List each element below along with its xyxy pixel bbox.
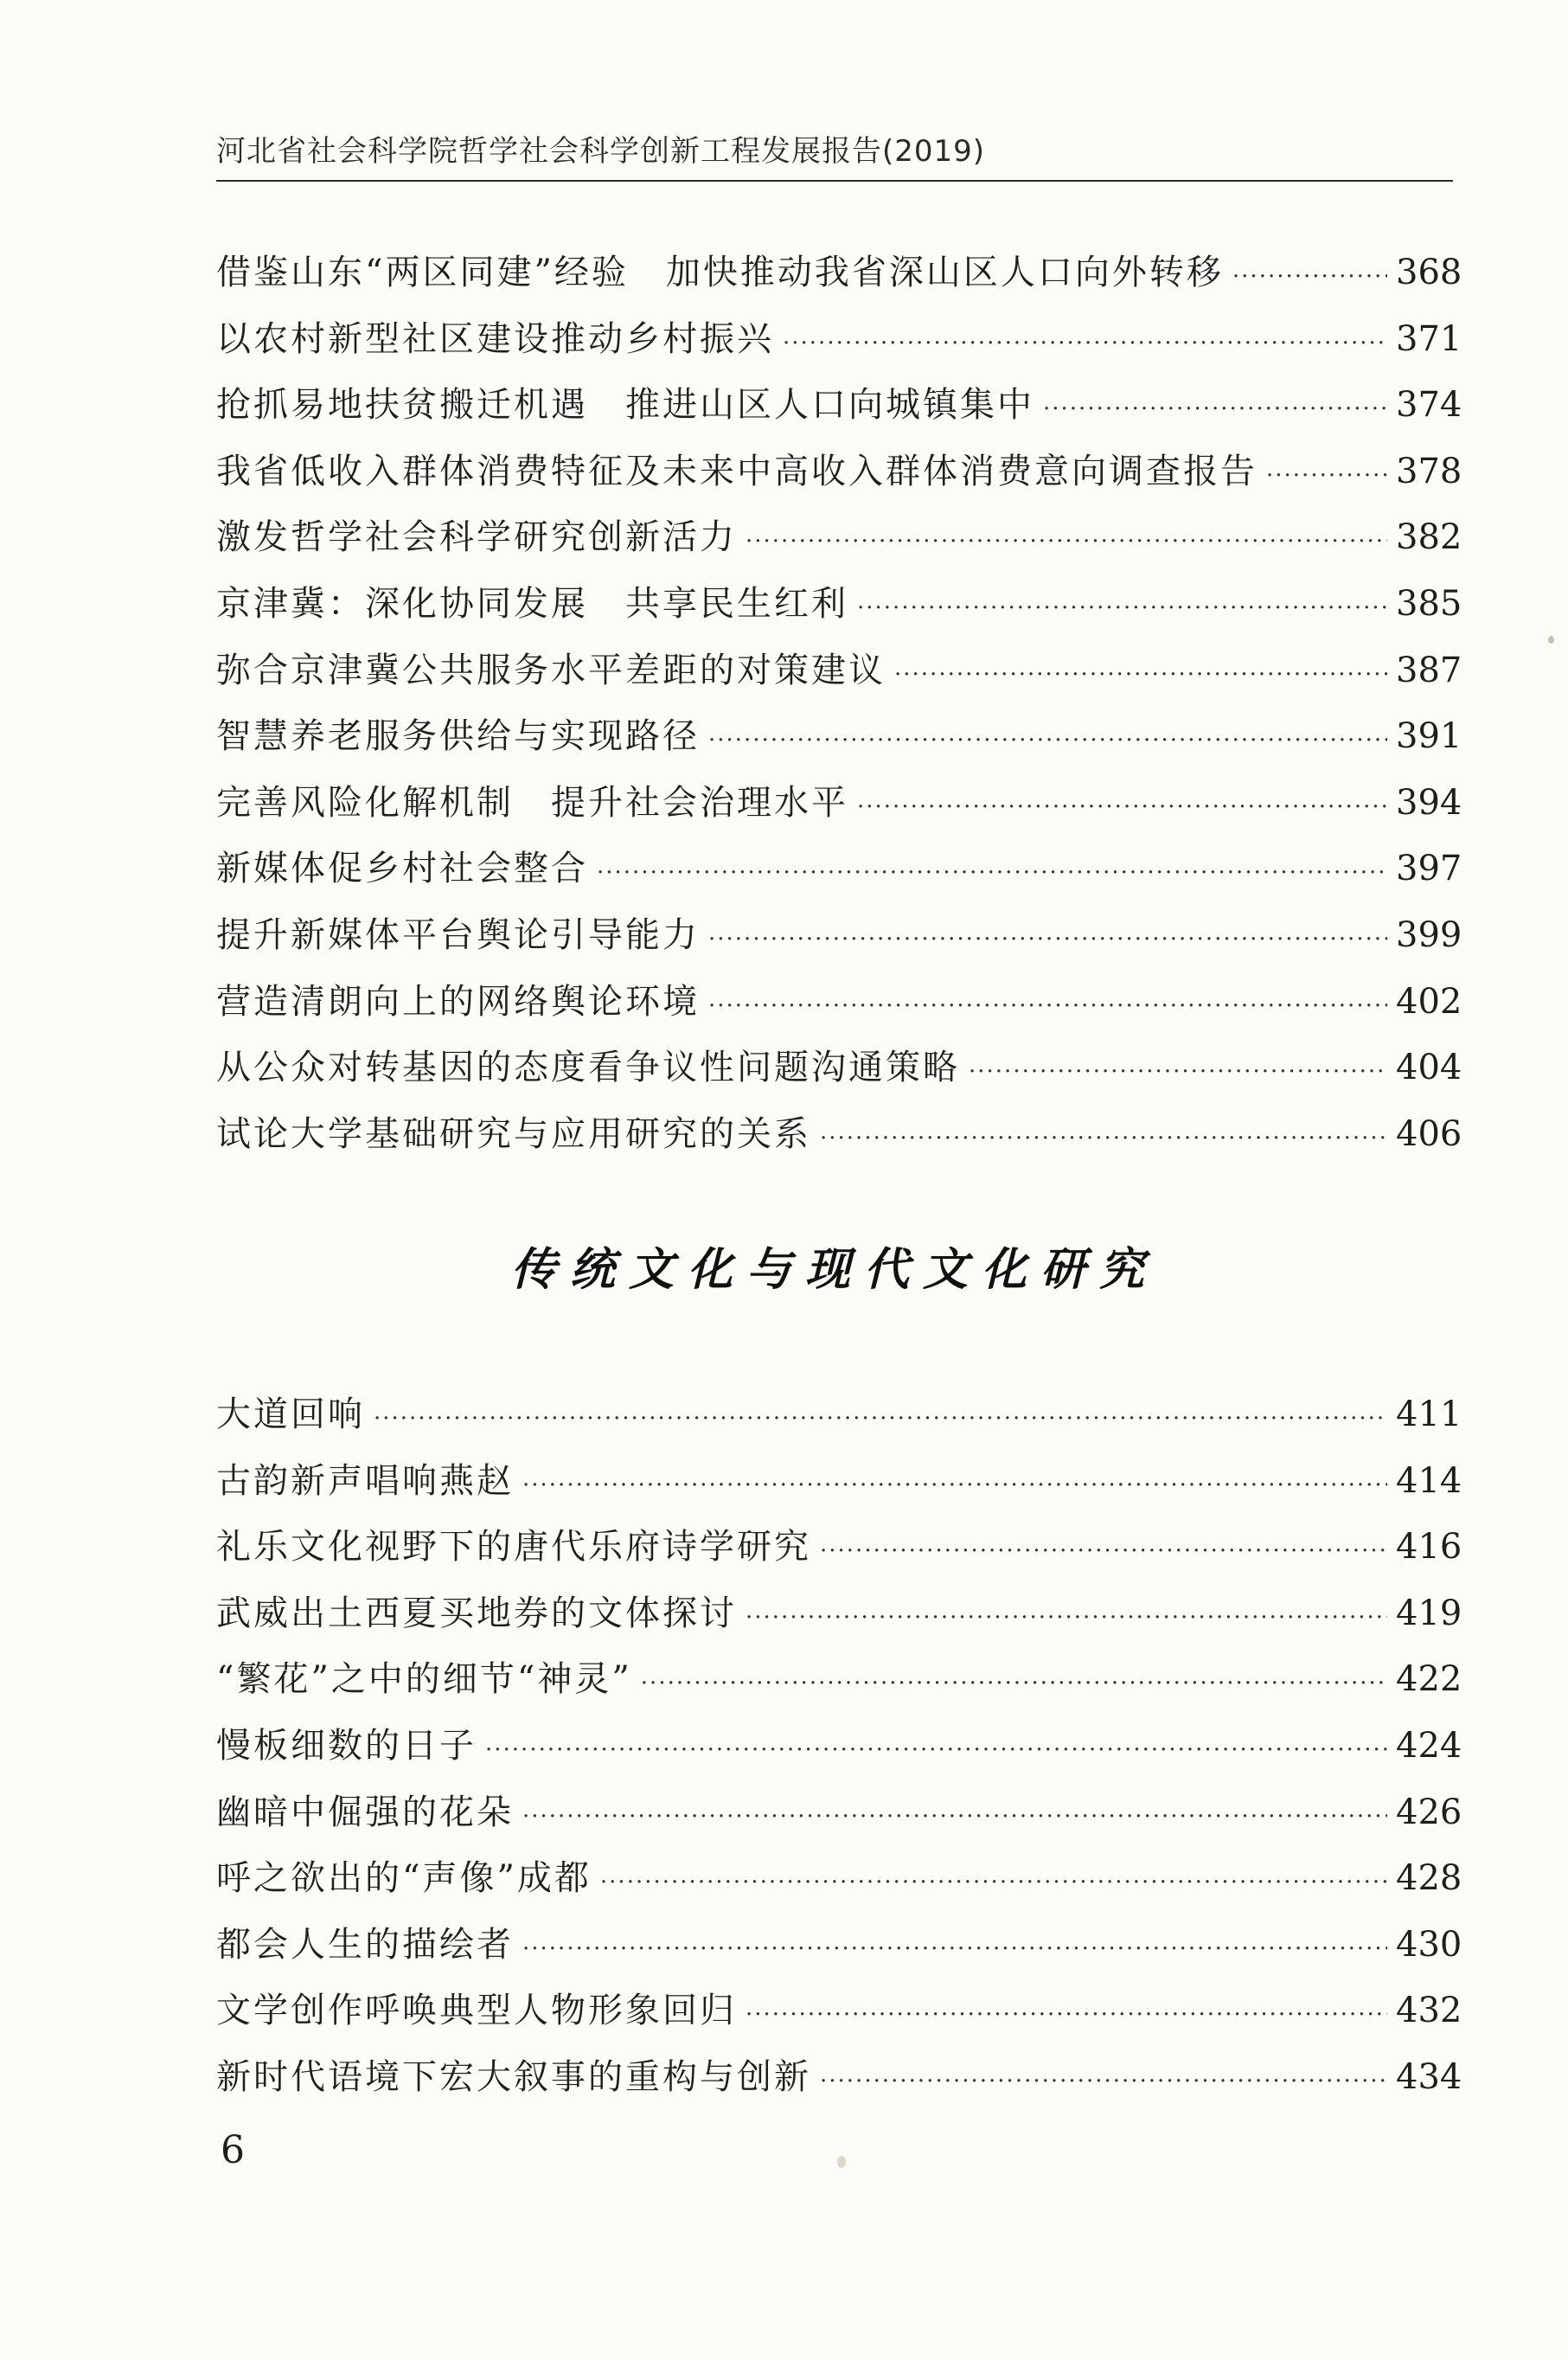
toc-entry-page: 424 — [1396, 1725, 1462, 1766]
toc-entry-page: 428 — [1396, 1858, 1462, 1899]
toc-entry — [216, 306, 1462, 373]
toc-entry-title: 以农村新型社区建设推动乡村振兴 — [216, 318, 774, 359]
toc-entry-title: 慢板细数的日子 — [216, 1725, 477, 1766]
dot-leader — [485, 1717, 1387, 1784]
dot-leader — [746, 509, 1387, 575]
toc-entry-page: 382 — [1396, 517, 1462, 558]
paper-speck — [1548, 636, 1554, 644]
dot-leader — [857, 575, 1387, 642]
toc-entry — [216, 1514, 1462, 1581]
dot-leader — [746, 1585, 1387, 1651]
toc-entry-page: 402 — [1396, 981, 1462, 1022]
toc-entry-page: 414 — [1396, 1460, 1462, 1501]
dot-leader — [1043, 376, 1387, 443]
toc-entry-title: 礼乐文化视野下的唐代乐府诗学研究 — [216, 1527, 811, 1568]
toc-entry-title: “繁花”之中的细节“神灵” — [216, 1659, 632, 1700]
section-heading: 传统文化与现代文化研究 — [510, 1243, 1158, 1296]
toc-entry-page: 391 — [1396, 716, 1462, 757]
dot-leader — [783, 311, 1387, 377]
toc-entry-title: 弥合京津冀公共服务水平差距的对策建议 — [216, 650, 886, 690]
toc-entry — [216, 1780, 1462, 1846]
dot-leader — [522, 1916, 1387, 1983]
toc-entry-title: 完善风险化解机制 提升社会治理水平 — [216, 782, 848, 823]
toc-entry — [216, 836, 1462, 902]
toc-entry-page: 419 — [1396, 1593, 1462, 1633]
toc-entry-title: 抢抓易地扶贫搬迁机遇 推进山区人口向城镇集中 — [216, 385, 1034, 426]
dot-leader — [522, 1453, 1387, 1519]
dot-leader — [1232, 244, 1387, 311]
toc-entry-title: 呼之欲出的“声像”成都 — [216, 1858, 592, 1899]
toc-entry — [216, 504, 1462, 571]
dot-leader — [522, 1784, 1387, 1850]
toc-entry-page: 397 — [1396, 849, 1462, 889]
toc-entry-page: 426 — [1396, 1792, 1462, 1832]
toc-entry-title: 智慧养老服务供给与实现路径 — [216, 716, 700, 757]
toc-entry-page: 374 — [1396, 385, 1462, 426]
running-header: 河北省社会科学院哲学社会科学创新工程发展报告(2019) — [216, 130, 1453, 182]
toc-entry — [216, 571, 1462, 638]
toc-entry — [216, 1448, 1462, 1515]
toc-entry — [216, 902, 1462, 969]
toc-entry — [216, 969, 1462, 1036]
paper-speck — [837, 2156, 846, 2168]
toc-entry-title: 大道回响 — [216, 1395, 365, 1434]
toc-entry — [216, 240, 1462, 306]
dot-leader — [820, 1518, 1387, 1585]
toc-entry-title: 古韵新声唱响燕赵 — [216, 1460, 514, 1501]
toc-entry — [216, 1101, 1462, 1168]
dot-leader — [1266, 443, 1387, 510]
toc-entry-title: 从公众对转基因的态度看争议性问题沟通策略 — [216, 1048, 960, 1088]
toc-entry — [216, 1581, 1462, 1647]
toc-entry-title: 新时代语境下宏大叙事的重构与创新 — [216, 2056, 811, 2097]
toc-entry-title: 我省低收入群体消费特征及未来中高收入群体消费意向调查报告 — [216, 451, 1258, 491]
dot-leader — [894, 642, 1387, 709]
dot-leader — [374, 1386, 1387, 1453]
toc-entry-page: 422 — [1396, 1659, 1462, 1700]
toc-entry-page: 432 — [1396, 1991, 1462, 2031]
toc-entry-page: 399 — [1396, 914, 1462, 955]
toc-entry — [216, 1035, 1462, 1101]
toc-entry — [216, 638, 1462, 704]
toc-entry-page: 368 — [1396, 253, 1462, 292]
toc-entry-page: 371 — [1396, 318, 1462, 359]
dot-leader — [600, 1850, 1387, 1916]
toc-list-part2 — [216, 1382, 1462, 2111]
toc-entry-title: 文学创作呼唤典型人物形象回归 — [216, 1991, 737, 2031]
toc-entry-page: 385 — [1396, 583, 1462, 624]
dot-leader — [597, 840, 1387, 907]
dot-leader — [857, 774, 1387, 841]
dot-leader — [708, 973, 1387, 1040]
toc-entry — [216, 2044, 1462, 2111]
toc-entry-title: 都会人生的描绘者 — [216, 1924, 514, 1965]
toc-entry — [216, 1713, 1462, 1780]
dot-leader — [969, 1039, 1387, 1106]
toc-entry — [216, 1646, 1462, 1713]
toc-entry-page: 411 — [1396, 1395, 1462, 1434]
dot-leader — [820, 2049, 1387, 2115]
toc-entry-title: 营造清朗向上的网络舆论环境 — [216, 981, 700, 1022]
toc-entry — [216, 1912, 1462, 1978]
dot-leader — [708, 708, 1387, 774]
toc-entry-title: 武威出土西夏买地券的文体探讨 — [216, 1593, 737, 1633]
toc-entry-page: 416 — [1396, 1527, 1462, 1568]
toc-entry-title: 试论大学基础研究与应用研究的关系 — [216, 1113, 811, 1154]
toc-entry — [216, 439, 1462, 505]
toc-entry-page: 387 — [1396, 650, 1462, 690]
toc-entry — [216, 1978, 1462, 2044]
toc-list-part1 — [216, 240, 1462, 1167]
toc-entry-title: 京津冀：深化协同发展 共享民生红利 — [216, 583, 848, 624]
dot-leader — [708, 907, 1387, 973]
toc-entry-page: 378 — [1396, 451, 1462, 491]
toc-entry-title: 激发哲学社会科学研究创新活力 — [216, 517, 737, 558]
dot-leader — [641, 1651, 1387, 1717]
toc-entry-page: 434 — [1396, 2056, 1462, 2097]
dot-leader — [746, 1982, 1387, 2049]
toc-entry — [216, 1845, 1462, 1912]
toc-entry-page: 404 — [1396, 1048, 1462, 1088]
toc-entry-title: 借鉴山东“两区同建”经验 加快推动我省深山区人口向外转移 — [216, 253, 1224, 292]
toc-entry-page: 406 — [1396, 1113, 1462, 1154]
toc-entry — [216, 770, 1462, 837]
toc-entry-title: 提升新媒体平台舆论引导能力 — [216, 914, 700, 955]
dot-leader — [820, 1106, 1387, 1172]
page-number: 6 — [221, 2128, 245, 2172]
toc-entry-page: 394 — [1396, 782, 1462, 823]
toc-entry — [216, 703, 1462, 770]
toc-entry-title: 幽暗中倔强的花朵 — [216, 1792, 514, 1832]
toc-entry — [216, 372, 1462, 439]
toc-entry-page: 430 — [1396, 1924, 1462, 1965]
toc-entry-title: 新媒体促乡村社会整合 — [216, 849, 588, 889]
toc-entry — [216, 1382, 1462, 1448]
